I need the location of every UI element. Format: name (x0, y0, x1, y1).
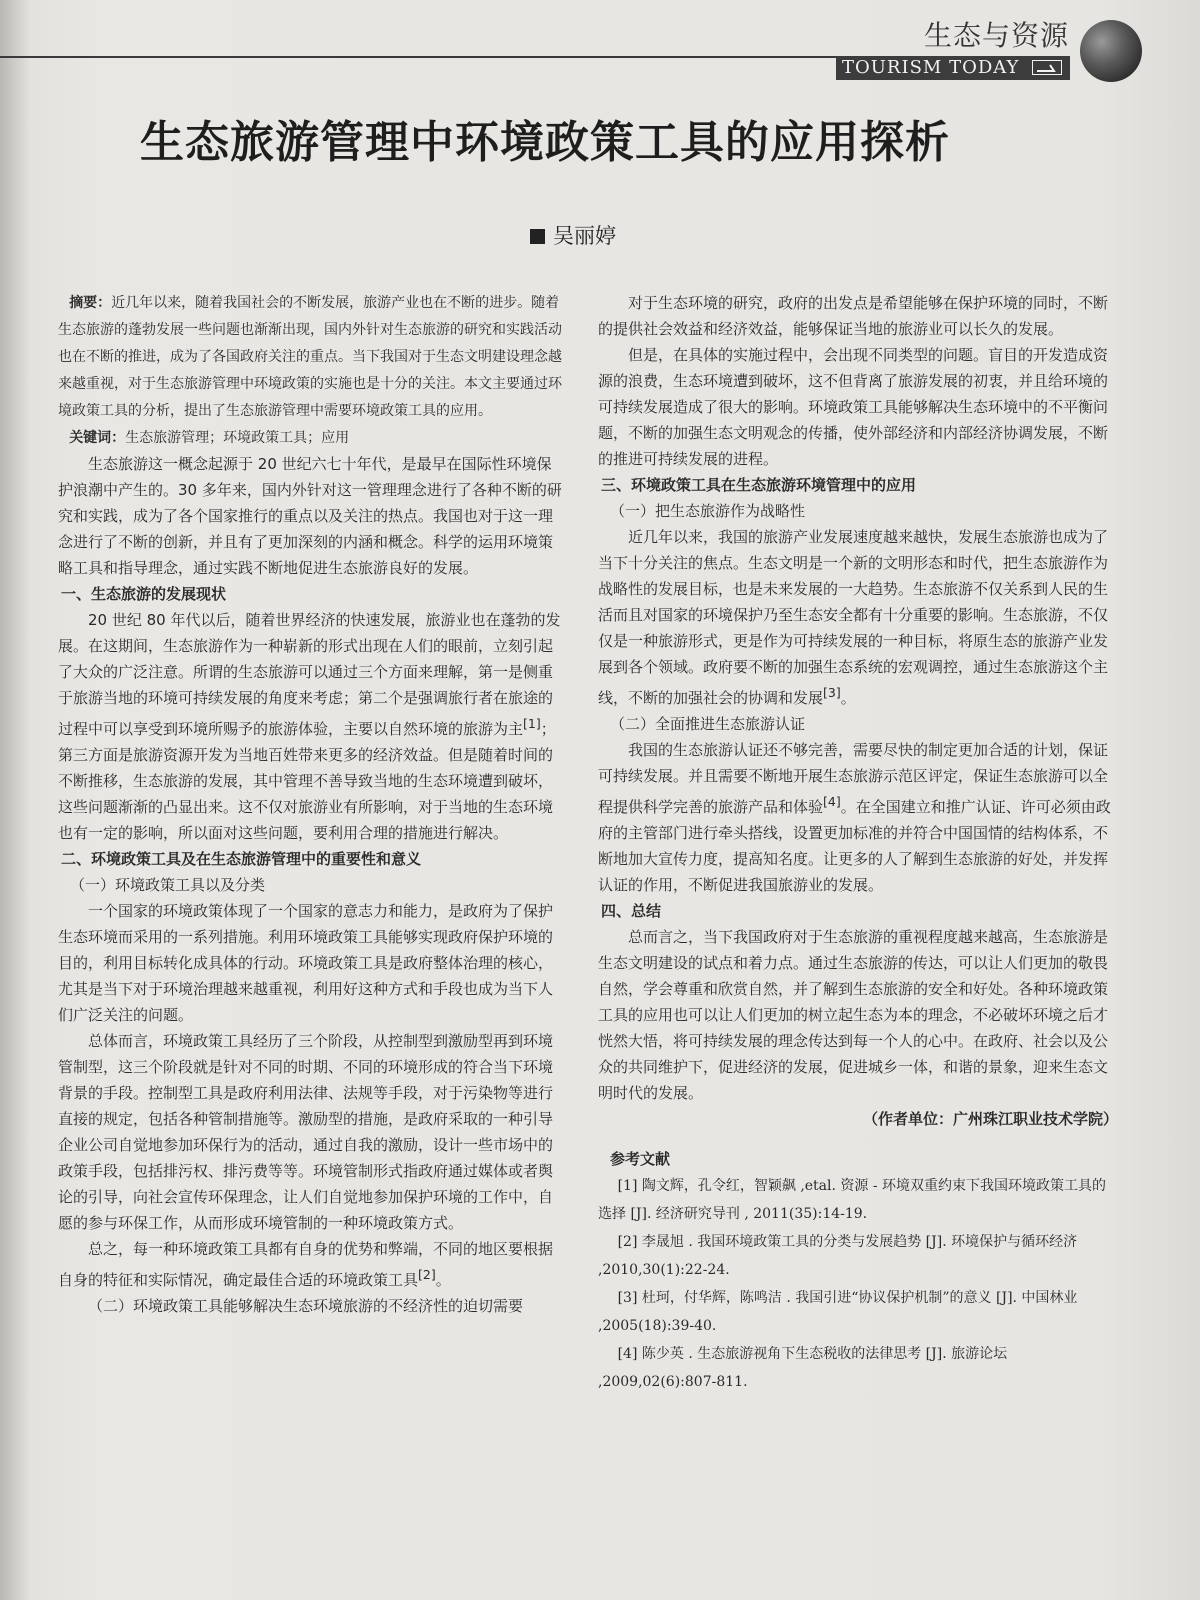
section-heading-1: 一、生态旅游的发展现状 (61, 585, 227, 603)
left-column (58, 290, 564, 1319)
right-column (598, 290, 1118, 1396)
right-paragraph-2: 但是，在具体的实施过程中，会出现不同类型的问题。盲目的开发造成资源的浪费，生态环境遭到破坏，这不但背离了旅游发展的初衷，并且给环境的可持续发展造成了很大的影响。环境政策工具能够解决生态环境中的不平衡问题，不断的加强生态文明观念的传播，使外部经济和内部经济协调发展，不断的推进可持续发展的进程。 (598, 346, 1109, 468)
reference-item: [2] 李晟旭 . 我国环境政策工具的分类与发展趋势 [J]. 环境保护与循环经济 ,2010,30(1):22-24. (598, 1234, 1078, 1278)
subsection-heading: （一）把生态旅游作为战略性 (610, 502, 806, 520)
header-rule (0, 56, 840, 58)
section-2-paragraph-1: 一个国家的环境政策体现了一个国家的意志力和能力，是政府为了保护生态环境而采用的一系列措施。利用环境政策工具能够实现政府保护环境的目的，利用目标转化成具体的行动。环境政策工具是政府整体治理的核心，尤其是当下对于环境治理越来越重视，利用好这种方式和手段也成为当下人们广泛关注的问题。 (58, 902, 554, 1024)
paragraph-text: 。 (840, 689, 856, 707)
citation-ref: [2] (418, 1267, 436, 1282)
section-3-paragraph-2 (598, 737, 1118, 898)
paragraph-text: 。在全国建立和推广认证、许可必须由政府的主管部门进行牵头搭线，设置更加标准的并符合中国国情的结构体系，不断地加大宣传力度，提高知名度。让更多的人了解到生态旅游的好处，并发挥认证的作用，不断促进我国旅游业的发展。 (598, 798, 1111, 894)
citation-ref: [4] (823, 794, 841, 809)
paragraph-text: ；第三方面是旅游资源开发为当地百姓带来更多的经济效益。但是随着时间的不断推移，生态旅游的发展，其中管理不善导致当地的生态环境遭到破坏，这些问题渐渐的凸显出来。这不仅对旅游业有所影响，对于当地的生态环境也有一定的影响，所以面对这些问题，要利用合理的措施进行解决。 (58, 720, 556, 842)
article-title: 生态旅游管理中环境政策工具的应用探析 (140, 117, 950, 168)
right-paragraph-1: 对于生态环境的研究，政府的出发点是希望能够在保护环境的同时，不断的提供社会效益和经济效益，能够保证当地的旅游业可以长久的发展。 (598, 294, 1109, 338)
section-1-paragraph (58, 607, 564, 846)
arrow-icon (1032, 60, 1062, 75)
author-affiliation: （作者单位：广州珠江职业技术学院） (862, 1110, 1118, 1128)
paragraph-text: 20 世纪 80 年代以后，随着世界经济的快速发展，旅游业也在蓬勃的发展。在这期间，生态旅游作为一种崭新的形式出现在人们的眼前，立刻引起了大众的广泛注意。所谓的生态旅游可以通过三个方面来理解，第一是侧重于旅游当地的环境可持续发展的角度来考虑；第二个是强调旅行者在旅途的过程中可以享受到环境所赐予的旅游体验，主要以自然环境的旅游为主 (58, 611, 561, 738)
section-heading-2: 二、环境政策工具及在生态旅游管理中的重要性和意义 (61, 850, 422, 868)
paragraph-text: 。 (435, 1271, 451, 1289)
byline (530, 220, 616, 250)
abstract (58, 290, 564, 425)
square-bullet-icon (530, 229, 545, 244)
reference-item: [3] 杜珂，付华辉，陈鸣洁 . 我国引进“协议保护机制”的意义 [J]. 中国林业 ,2005(18):39-40. (598, 1290, 1078, 1334)
abstract-label: 摘要： (69, 295, 112, 311)
subsection-heading: （二）全面推进生态旅游认证 (610, 715, 806, 733)
section-name: 生态与资源 (924, 19, 1070, 52)
conclusion-paragraph: 总而言之，当下我国政府对于生态旅游的重视程度越来越高，生态旅游是生态文明建设的试点和着力点。通过生态旅游的传达，可以让人们更加的敬畏自然，学会尊重和欣赏自然，并了解到生态旅游的安全和好处。各种环境政策工具的应用也可以让人们更加的树立起生态为本的理念，不必破坏环境之后才恍然大悟，将可持续发展的理念传达到每一个人的心中。在政府、社会以及公众的共同维护下，促进经济的发展，促进城乡一体，和谐的景象，迎来生态文明时代的发展。 (598, 928, 1109, 1102)
section-2-paragraph-2: 总体而言，环境政策工具经历了三个阶段，从控制型到激励型再到环境管制型，这三个阶段就是针对不同的时期、不同的环境形成的符合当下环境背景的手段。控制型工具是政府利用法律、法规等手段，对于污染物等进行直接的规定，包括各种管制措施等。激励型的措施，是政府采取的一种引导企业公司自觉地参加环保行为的活动，通过自我的激励，设计一些市场中的政策手段，包括排污权、排污费等等。环境管制形式指政府通过媒体或者舆论的引导，向社会宣传环保理念，让人们自觉地参加保护环境的工作中，自愿的参与环保工作，从而形成环境管制的一种环境政策方式。 (58, 1032, 554, 1232)
subsection-heading: （二）环境政策工具能够解决生态环境旅游的不经济性的迫切需要 (88, 1297, 524, 1315)
keywords (58, 425, 564, 451)
abstract-text: 近几年以来，随着我国社会的不断发展，旅游产业也在不断的进步。随着生态旅游的蓬勃发展一些问题也渐渐出现，国内外针对生态旅游的研究和实践活动也在不断的推进，成为了各国政府关注的重点。当下我国对于生态文明建设理念越来越重视，对于生态旅游管理中环境政策的实施也是十分的关注。本文主要通过环境政策工具的分析，提出了生态旅游管理中需要环境政策工具的应用。 (58, 295, 562, 419)
author-name: 吴丽婷 (553, 224, 616, 248)
citation-ref: [1] (523, 716, 541, 731)
section-heading-4: 四、总结 (601, 902, 662, 920)
references-heading: 参考文献 (610, 1150, 671, 1168)
keywords-label: 关键词： (69, 430, 126, 446)
keywords-text: 生态旅游管理；环境政策工具；应用 (125, 430, 350, 446)
paragraph-text: 总之，每一种环境政策工具都有自身的优势和弊端，不同的地区要根据自身的特征和实际情况，确定最佳合适的环境政策工具 (58, 1240, 554, 1289)
magazine-banner (836, 56, 1070, 80)
paragraph-text: 我国的生态旅游认证还不够完善，需要尽快的制定更加合适的计划，保证可持续发展。并且需要不断地开展生态旅游示范区评定，保证生态旅游可以全程提供科学完善的旅游产品和体验 (598, 741, 1109, 816)
section-2-paragraph-3 (58, 1236, 564, 1293)
globe-icon (1080, 20, 1142, 82)
paragraph-text: 近几年以来，我国的旅游产业发展速度越来越快，发展生态旅游也成为了当下十分关注的焦点。生态文明是一个新的文明形态和时代，把生态旅游作为战略性的发展目标，也是未来发展的一大趋势。生态旅游不仅关系到人民的生活而且对国家的环境保护乃至生态安全都有十分重要的影响。生态旅游，不仅仅是一种旅游形式，更是作为可持续发展的一种目标，将原生态的旅游产业发展到各个领域。政府要不断的加强生态系统的宏观调控，通过生态旅游这个主线，不断的加强社会的协调和发展 (598, 528, 1109, 707)
section-3-paragraph-1 (598, 524, 1118, 711)
subsection-heading: （一）环境政策工具以及分类 (70, 876, 266, 894)
intro-paragraph: 生态旅游这一概念起源于 20 世纪六七十年代，是最早在国际性环境保护浪潮中产生的。30 多年来，国内外针对这一管理理念进行了各种不断的研究和实践，成为了各个国家推行的重点以及关注的热点。我国也对于这一理念进行了不断的创新，并且有了更加深刻的内涵和概念。科学的运用环境策略工具和指导理念，通过实践不断地促进生态旅游良好的发展。 (58, 455, 562, 577)
citation-ref: [3] (823, 685, 841, 700)
section-heading-3: 三、环境政策工具在生态旅游环境管理中的应用 (601, 476, 917, 494)
reference-item: [4] 陈少英 . 生态旅游视角下生态税收的法律思考 [J]. 旅游论坛 ,2009,02(6):807-811. (598, 1346, 1008, 1390)
reference-item: [1] 陶文辉，孔令红，智颖飙 ,etal. 资源 - 环境双重约束下我国环境政策工具的选择 [J]. 经济研究导刊 , 2011(35):14-19. (598, 1178, 1107, 1222)
magazine-name: TOURISM TODAY (842, 57, 1020, 78)
